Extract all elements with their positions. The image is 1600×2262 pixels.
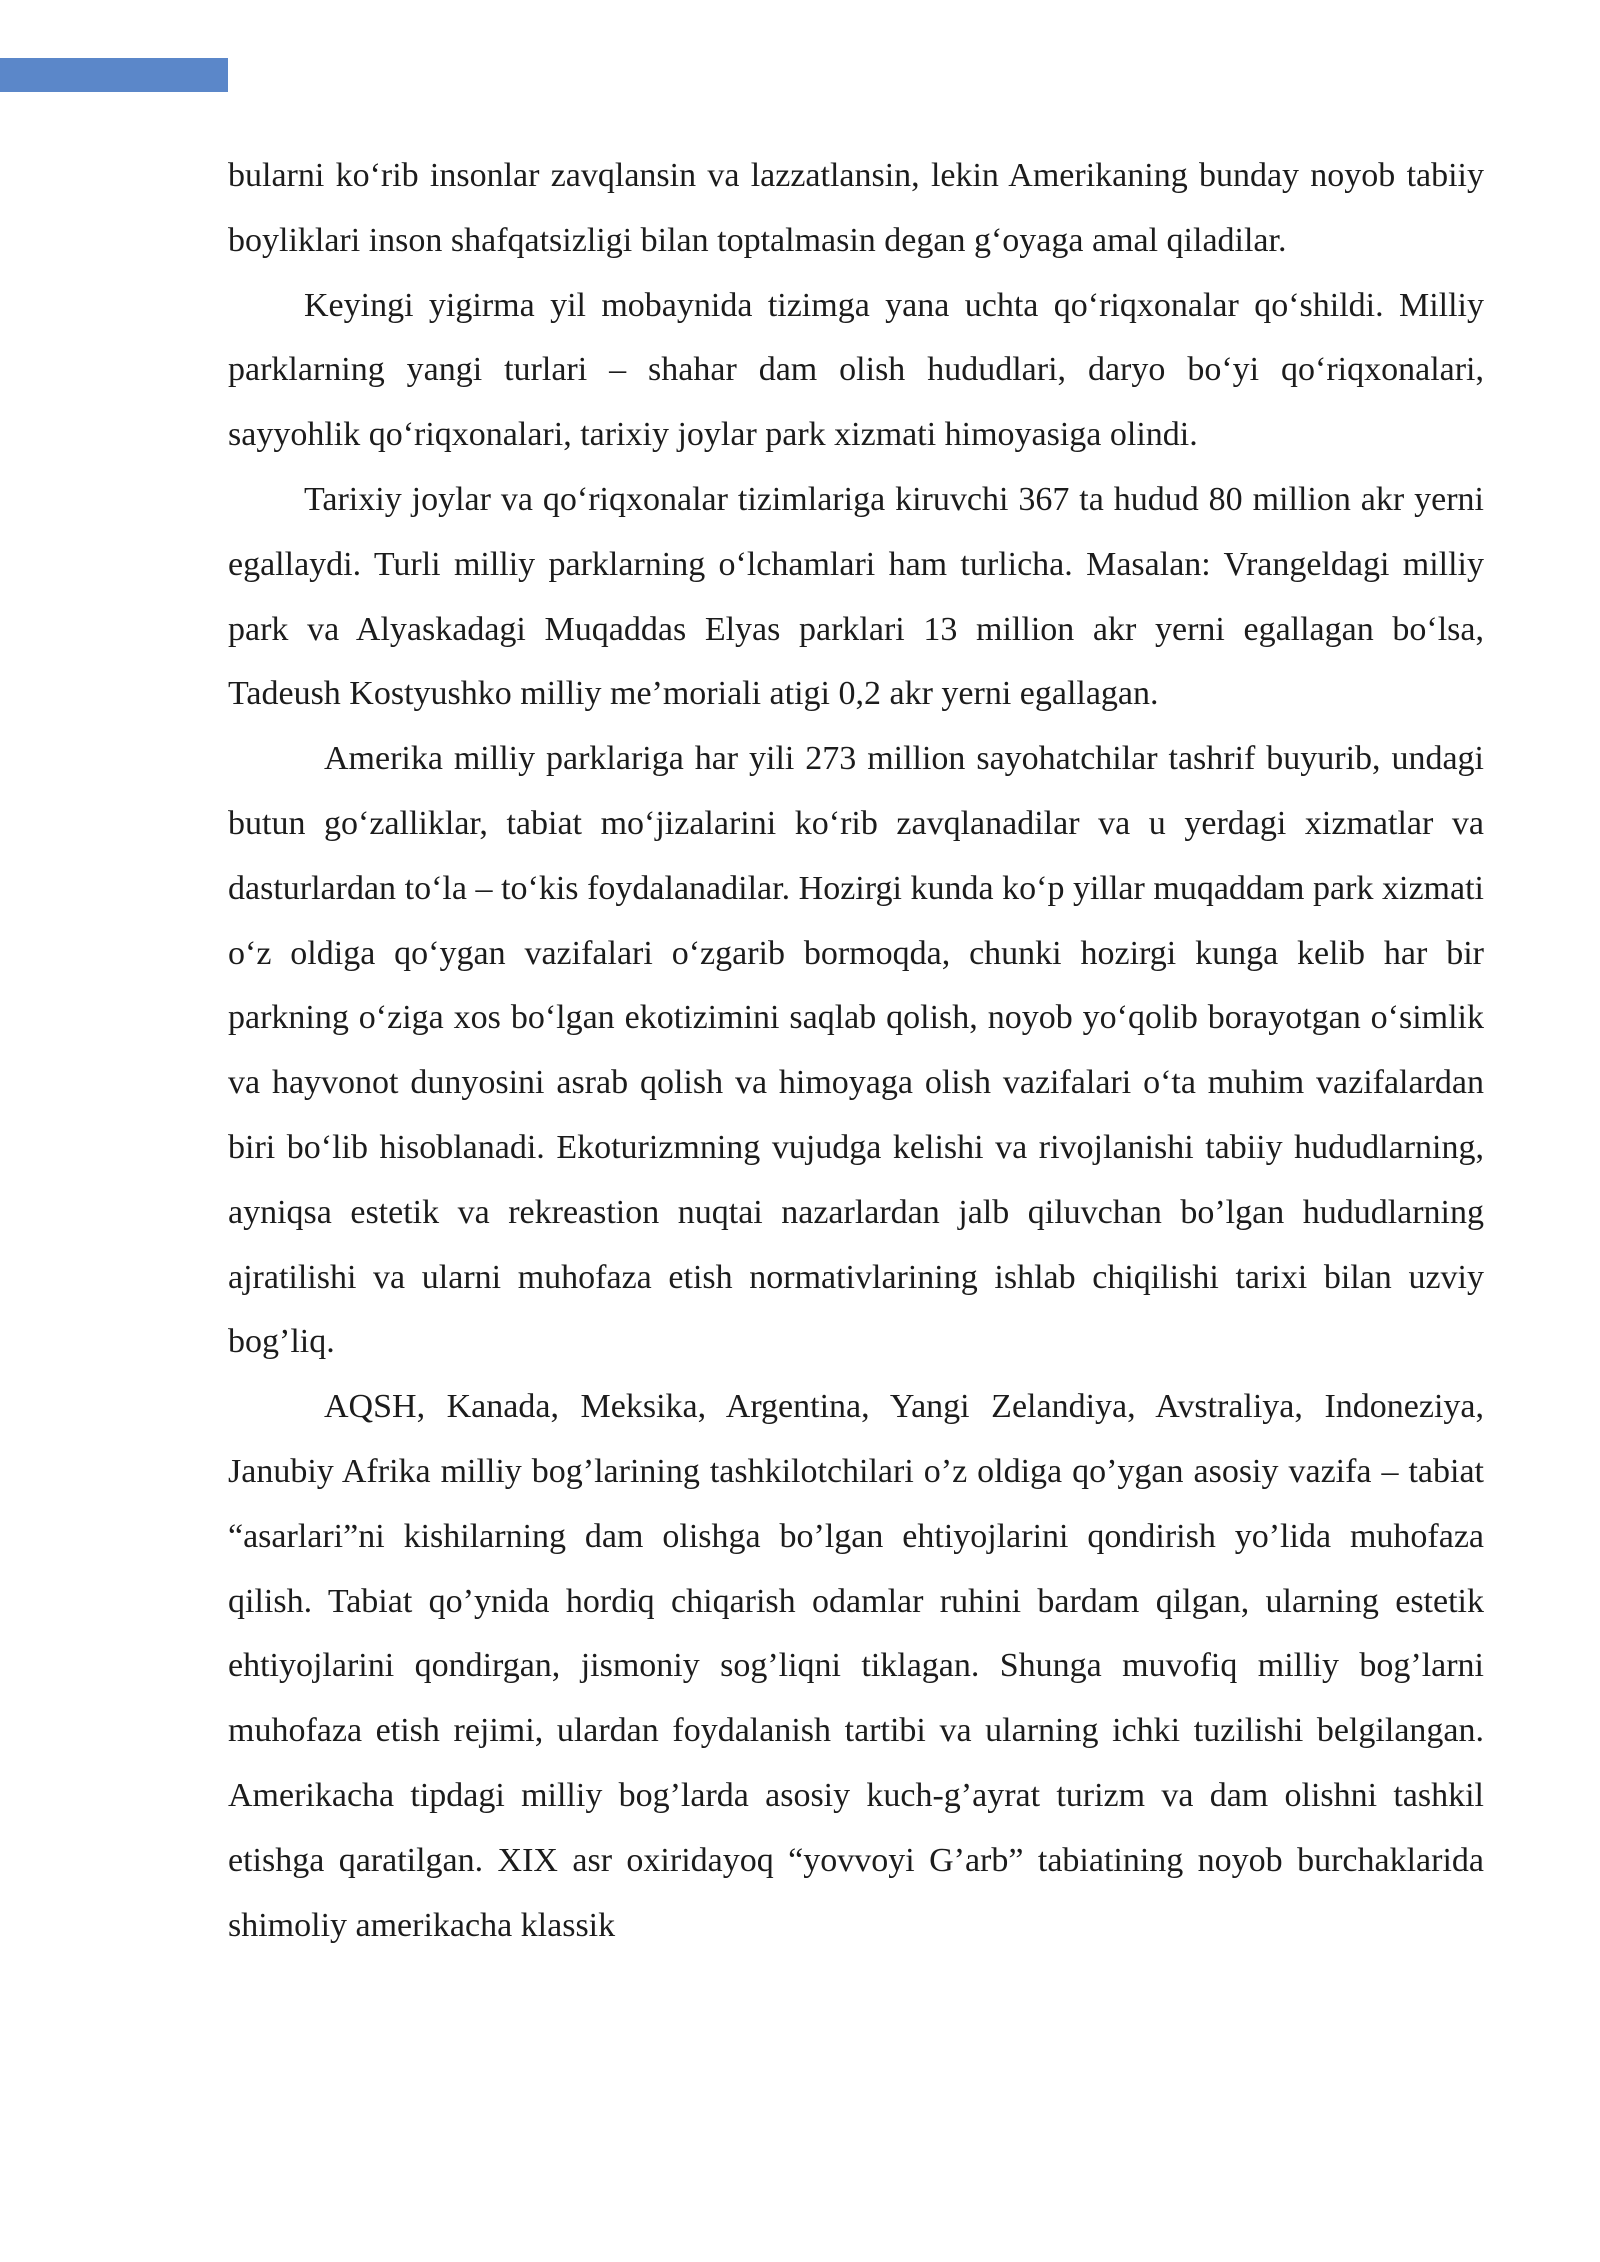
document-body xyxy=(228,144,1484,1958)
header-accent-bar xyxy=(0,58,228,92)
paragraph-historic-sites: Tarixiy joylar va qo‘riqxonalar tizimlariga kiruvchi 367 ta hudud 80 million akr yerni egallaydi. Turli milliy parklarning o‘lchamlari ham turlicha. Masalan: Vrangeldagi milliy park va Alyaskadagi Muqaddas Elyas parklari 13 million akr yerni egallagan bo‘lsa, Tadeush Kostyushko milliy me’moriali atigi 0,2 akr yerni egallagan. xyxy=(228,480,1484,713)
paragraph-national-parks-goals: AQSH, Kanada, Meksika, Argentina, Yangi Zelandiya, Avstraliya, Indoneziya, Janubiy Afrika milliy bog’larining tashkilotchilari o’z oldiga qo’ygan asosiy vazifa – tabiat “asarlari”ni kishilarning dam olishga bo’lgan ehtiyojlarini qondirish yo’lida muhofaza qilish. Tabiat qo’ynida hordiq chiqarish odamlar ruhini bardam qilgan, ularning estetik ehtiyojlarini qondirgan, jismoniy sog’liqni tiklagan. Shunga muvofiq milliy bog’larni muhofaza etish rejimi, ulardan foydalanish tartibi va ularning ichki tuzilishi belgilangan. Amerikacha tipdagi milliy bog’larda asosiy kuch-g’ayrat turizm va dam olishni tashkil etishga qaratilgan. XIX asr oxiridayoq “yovvoyi G’arb” tabiatining noyob burchaklarida shimoliy amerikacha klassik xyxy=(228,1388,1484,1944)
paragraph-continuation: bularni ko‘rib insonlar zavqlansin va lazzatlansin, lekin Amerikaning bunday noyob tabiiy boyliklari inson shafqatsizligi bilan toptalmasin degan g‘oyaga amal qiladilar. xyxy=(228,157,1484,259)
paragraph-reserves-added: Keyingi yigirma yil mobaynida tizimga yana uchta qo‘riqxonalar qo‘shildi. Milliy parklarning yangi turlari – shahar dam olish hududlari, daryo bo‘yi qo‘riqxonalari, sayyohlik qo‘riqxonalari, tarixiy joylar park xizmati himoyasiga olindi. xyxy=(228,286,1484,454)
paragraph-visitors: Amerika milliy parklariga har yili 273 million sayohatchilar tashrif buyurib, undagi butun go‘zalliklar, tabiat mo‘jizalarini ko‘rib zavqlanadilar va u yerdagi xizmatlar va dasturlardan to‘la – to‘kis foydalanadilar. Hozirgi kunda ko‘p yillar muqaddam park xizmati o‘z oldiga qo‘ygan vazifalari o‘zgarib bormoqda, chunki hozirgi kunga kelib har bir parkning o‘ziga xos bo‘lgan ekotizimini saqlab qolish, noyob yo‘qolib borayotgan o‘simlik va hayvonot dunyosini asrab qolish va himoyaga olish vazifalari o‘ta muhim vazifalardan biri bo‘lib hisoblanadi. Ekoturizmning vujudga kelishi va rivojlanishi tabiiy hududlarning, ayniqsa estetik va rekreastion nuqtai nazarlardan jalb qiluvchan bo’lgan hududlarning ajratilishi va ularni muhofaza etish normativlarining ishlab chiqilishi tarixi bilan uzviy bog’liq. xyxy=(228,740,1484,1361)
